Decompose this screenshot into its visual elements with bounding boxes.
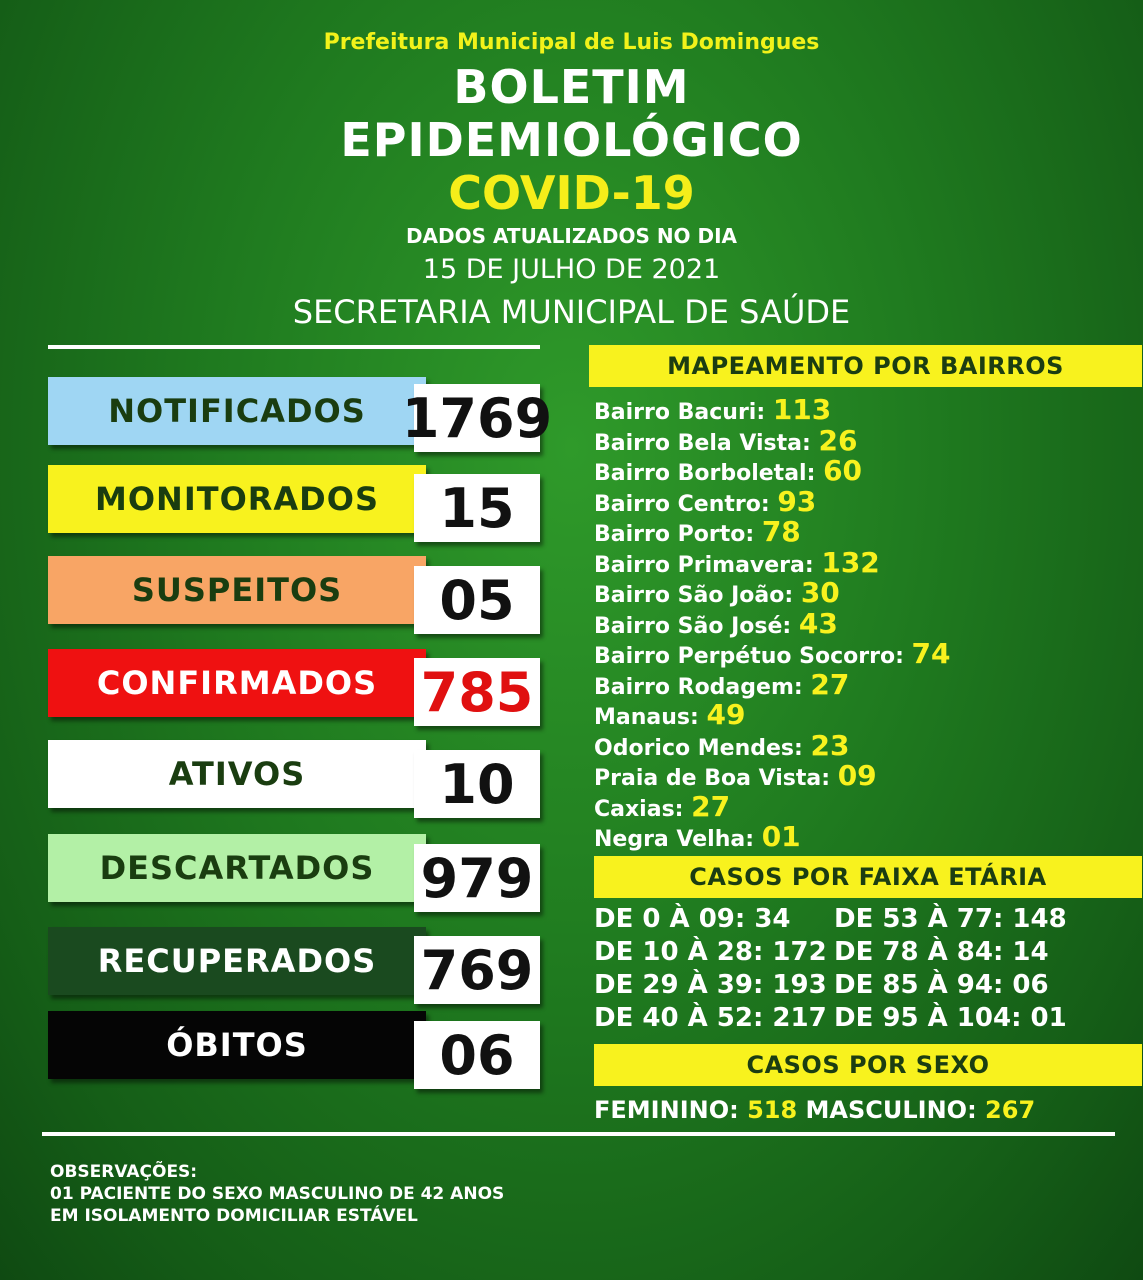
stat-label-recuperados: RECUPERADOS bbox=[48, 927, 426, 995]
bairro-value: 27 bbox=[810, 667, 850, 701]
stat-value-obitos: 06 bbox=[414, 1021, 540, 1089]
bairro-name: Bairro Centro: bbox=[594, 491, 770, 517]
bairro-value: 23 bbox=[810, 728, 850, 762]
stat-label-obitos: ÓBITOS bbox=[48, 1011, 426, 1079]
sexo-row bbox=[594, 1096, 1035, 1124]
stat-value-confirmados: 785 bbox=[414, 658, 540, 726]
bairro-name: Bairro Bela Vista: bbox=[594, 430, 811, 456]
stat-label-confirmados: CONFIRMADOS bbox=[48, 649, 426, 717]
bairro-name: Bairro São José: bbox=[594, 613, 792, 639]
stat-value-monitorados: 15 bbox=[414, 474, 540, 542]
bairro-name: Manaus: bbox=[594, 705, 699, 730]
title-covid: COVID-19 bbox=[448, 166, 695, 220]
prefeitura-label: Prefeitura Municipal de Luis Domingues bbox=[323, 30, 820, 55]
stat-value-descartados: 979 bbox=[414, 844, 540, 912]
stat-label-ativos: ATIVOS bbox=[48, 740, 426, 808]
faixa-left-2: DE 29 À 39: 193 bbox=[594, 970, 827, 1000]
bairro-value: 26 bbox=[818, 423, 858, 457]
bairro-value: 49 bbox=[706, 698, 746, 731]
bairro-row bbox=[594, 668, 849, 701]
bairro-value: 43 bbox=[798, 606, 838, 640]
bairro-value: 27 bbox=[691, 789, 731, 823]
bairro-row bbox=[594, 576, 840, 609]
bairro-value: 01 bbox=[761, 820, 801, 853]
bairro-row bbox=[594, 393, 831, 426]
bairro-name: Praia de Boa Vista: bbox=[594, 766, 831, 791]
bairro-name: Bairro Perpétuo Socorro: bbox=[594, 644, 904, 669]
bairro-name: Bairro São João: bbox=[594, 583, 794, 608]
faixa-left-3: DE 40 À 52: 217 bbox=[594, 1003, 827, 1033]
stat-value-recuperados: 769 bbox=[414, 936, 540, 1004]
bairro-value: 09 bbox=[837, 759, 877, 792]
faixa-left-0: DE 0 À 09: 34 bbox=[594, 904, 791, 934]
bairro-name: Negra Velha: bbox=[594, 827, 755, 852]
faixa-right-2: DE 85 À 94: 06 bbox=[834, 970, 1049, 1000]
stat-label-monitorados: MONITORADOS bbox=[48, 465, 426, 533]
bairro-name: Odorico Mendes: bbox=[594, 735, 803, 761]
bairro-name: Bairro Rodagem: bbox=[594, 674, 803, 700]
obs-line2: EM ISOLAMENTO DOMICILIAR ESTÁVEL bbox=[50, 1206, 418, 1226]
obs-title: OBSERVAÇÕES: bbox=[50, 1162, 198, 1182]
obs-line1: 01 PACIENTE DO SEXO MASCULINO DE 42 ANOS bbox=[50, 1184, 505, 1204]
bairro-value: 132 bbox=[821, 545, 880, 579]
update-date: 15 DE JULHO DE 2021 bbox=[422, 254, 721, 285]
bairros-banner: MAPEAMENTO POR BAIRROS bbox=[589, 345, 1142, 387]
bairro-row bbox=[594, 546, 880, 579]
bairro-value: 113 bbox=[772, 393, 832, 426]
divider-top bbox=[48, 345, 540, 349]
stat-label-notificados: NOTIFICADOS bbox=[48, 377, 426, 445]
faixa-left-1: DE 10 À 28: 172 bbox=[594, 937, 827, 967]
bairro-row bbox=[594, 820, 801, 853]
bairro-row bbox=[594, 454, 862, 487]
faixa-right-3: DE 95 À 104: 01 bbox=[834, 1003, 1067, 1033]
title-boletim: BOLETIM bbox=[453, 60, 690, 114]
bairro-name: Bairro Porto: bbox=[594, 522, 755, 547]
faixa-banner: CASOS POR FAIXA ETÁRIA bbox=[594, 856, 1142, 898]
stat-value-suspeitos: 05 bbox=[414, 566, 540, 634]
bairro-row bbox=[594, 729, 849, 762]
masculino-label: MASCULINO: bbox=[805, 1096, 977, 1124]
bairro-value: 93 bbox=[777, 484, 817, 518]
divider-bottom bbox=[42, 1132, 1115, 1136]
bairro-row bbox=[594, 790, 730, 823]
bairro-row bbox=[594, 759, 877, 792]
bairro-name: Caxias: bbox=[594, 796, 684, 822]
feminino-value: 518 bbox=[747, 1096, 798, 1124]
stat-label-suspeitos: SUSPEITOS bbox=[48, 556, 426, 624]
sexo-banner: CASOS POR SEXO bbox=[594, 1044, 1142, 1086]
bairro-row bbox=[594, 485, 816, 518]
updated-label: DADOS ATUALIZADOS NO DIA bbox=[405, 224, 738, 248]
stat-value-notificados: 1769 bbox=[414, 384, 540, 452]
bairro-row bbox=[594, 424, 857, 457]
bairro-row bbox=[594, 607, 838, 640]
faixa-right-0: DE 53 À 77: 148 bbox=[834, 904, 1067, 934]
bairro-value: 30 bbox=[800, 576, 840, 609]
faixa-right-1: DE 78 À 84: 14 bbox=[834, 937, 1049, 967]
bairro-name: Bairro Primavera: bbox=[594, 552, 814, 578]
bairro-name: Bairro Borboletal: bbox=[594, 461, 816, 486]
bairro-value: 78 bbox=[761, 515, 801, 548]
stat-value-ativos: 10 bbox=[414, 750, 540, 818]
bairro-row bbox=[594, 637, 951, 670]
stat-label-descartados: DESCARTADOS bbox=[48, 834, 426, 902]
bairro-row bbox=[594, 515, 801, 548]
secretaria-label: SECRETARIA MUNICIPAL DE SAÚDE bbox=[292, 293, 851, 331]
bairro-row bbox=[594, 698, 745, 731]
bairro-value: 74 bbox=[911, 637, 951, 670]
masculino-value: 267 bbox=[985, 1096, 1036, 1124]
bairro-value: 60 bbox=[823, 454, 863, 487]
title-epidemiologico: EPIDEMIOLÓGICO bbox=[340, 113, 803, 167]
bairro-name: Bairro Bacuri: bbox=[594, 400, 766, 425]
feminino-label: FEMININO: bbox=[594, 1096, 739, 1124]
